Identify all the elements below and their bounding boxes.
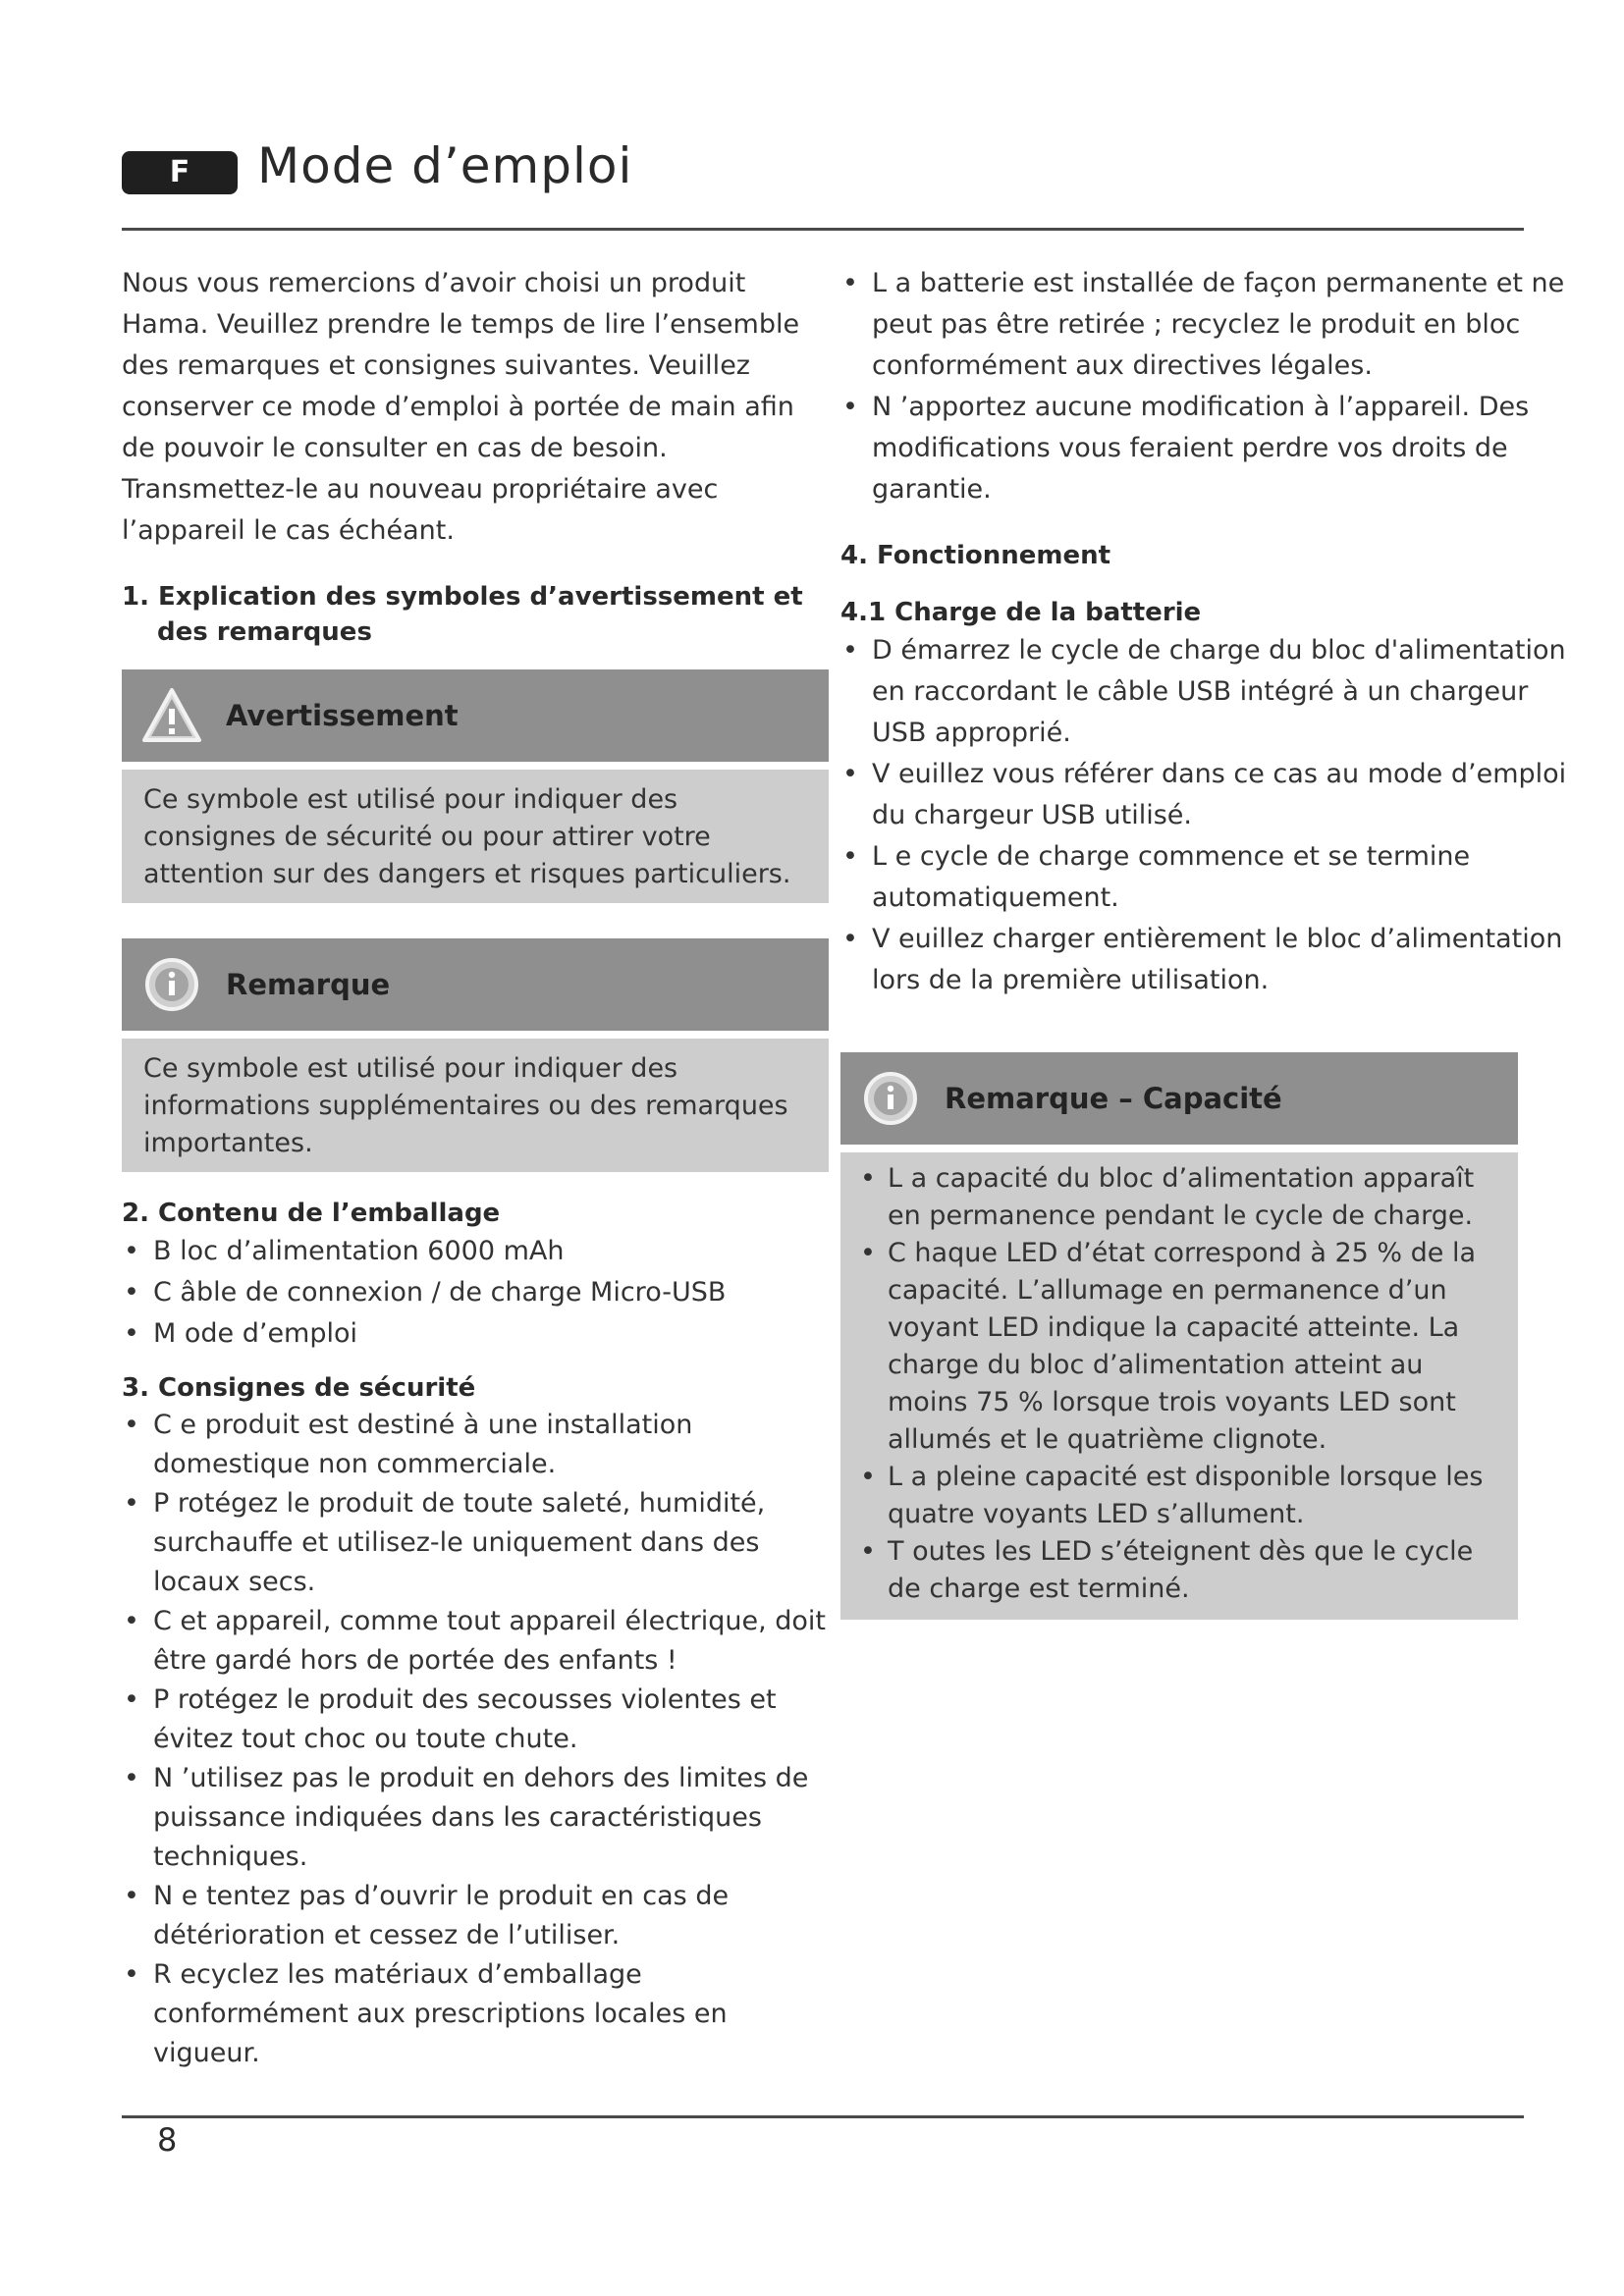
list-item: • C e produit est destiné à une installation domestique non commerciale. xyxy=(122,1406,829,1484)
list-item: • L a batterie est installée de façon permanente et ne peut pas être retirée ; recyclez le produit en bloc conformément aux directives légales. xyxy=(840,263,1567,387)
list-item: • R ecyclez les matériaux d’emballage conformément aux prescriptions locales en vigueur. xyxy=(122,1955,829,2073)
language-badge: F xyxy=(122,151,238,194)
safety-list-continued xyxy=(840,263,1567,510)
info-icon xyxy=(141,956,202,1013)
list-item: • L e cycle de charge commence et se termine automatiquement. xyxy=(840,836,1567,919)
list-item: • D émarrez le cycle de charge du bloc d'alimentation en raccordant le câble USB intégré à un chargeur USB approprié. xyxy=(840,630,1567,754)
list-item: • L a pleine capacité est disponible lorsque les quatre voyants LED s’allument. xyxy=(858,1459,1508,1533)
capacity-note-header xyxy=(840,1052,1518,1145)
list-item: • M ode d’emploi xyxy=(122,1313,829,1355)
info-icon xyxy=(860,1070,921,1127)
page-header xyxy=(122,133,1520,232)
section-3-heading: 3. Consignes de sécurité xyxy=(122,1373,476,1403)
list-item: • C âble de connexion / de charge Micro-USB xyxy=(122,1272,829,1313)
page-number: 8 xyxy=(157,2121,178,2159)
list-item: • B loc d’alimentation 6000 mAh xyxy=(122,1231,829,1272)
safety-list xyxy=(122,1406,829,2073)
right-column xyxy=(840,263,1567,1620)
section-4-heading: 4. Fonctionnement xyxy=(840,541,1111,570)
list-item: • L a capacité du bloc d’alimentation apparaît en permanence pendant le cycle de charge. xyxy=(858,1160,1508,1235)
list-item: • N ’utilisez pas le produit en dehors des limites de puissance indiquées dans les caractéristiques techniques. xyxy=(122,1759,829,1877)
note-box-text: Ce symbole est utilisé pour indiquer des informations supplémentaires ou des remarques importantes. xyxy=(122,1039,829,1172)
document-title: Mode d’emploi xyxy=(257,137,633,194)
list-item: • V euillez charger entièrement le bloc d’alimentation lors de la première utilisation. xyxy=(840,919,1567,1001)
capacity-note-title: Remarque – Capacité xyxy=(945,1082,1282,1115)
note-box xyxy=(122,938,829,1172)
list-item: • V euillez vous référer dans ce cas au mode d’emploi du chargeur USB utilisé. xyxy=(840,754,1567,836)
list-item: • T outes les LED s’éteignent dès que le cycle de charge est terminé. xyxy=(858,1533,1508,1608)
warning-box-header xyxy=(122,669,829,762)
note-box-title: Remarque xyxy=(226,968,391,1001)
intro-paragraph: Nous vous remercions d’avoir choisi un produit Hama. Veuillez prendre le temps de lire l’ensemble des remarques et consignes suivantes. Veuillez conserver ce mode d’emploi à portée de main afin de pouvoir le consulter en cas de besoin. Transmettez-le au nouveau propriétaire avec l’appareil le cas échéant. xyxy=(122,268,800,546)
capacity-list xyxy=(858,1160,1508,1608)
warning-triangle-icon xyxy=(141,687,202,744)
left-column xyxy=(122,263,829,2073)
capacity-note-body xyxy=(840,1152,1518,1620)
section-2-heading: 2. Contenu de l’emballage xyxy=(122,1199,501,1228)
list-item: • C et appareil, comme tout appareil électrique, doit être gardé hors de portée des enfants ! xyxy=(122,1602,829,1681)
section-4-1-heading: 4.1 Charge de la batterie xyxy=(840,598,1202,627)
list-item: • P rotégez le produit de toute saleté, humidité, surchauffe et utilisez-le uniquement dans des locaux secs. xyxy=(122,1484,829,1602)
package-contents-list xyxy=(122,1231,829,1355)
capacity-note-box xyxy=(840,1052,1518,1620)
warning-box xyxy=(122,669,829,903)
note-box-header xyxy=(122,938,829,1031)
header-rule xyxy=(122,228,1524,231)
list-item: • P rotégez le produit des secousses violentes et évitez tout choc ou toute chute. xyxy=(122,1681,829,1759)
list-item: • C haque LED d’état correspond à 25 % de la capacité. L’allumage en permanence d’un voyant LED indique la capacité atteinte. La charge du bloc d’alimentation atteint au moins 75 % lorsque trois voyants LED sont allumés et le quatrième clignote. xyxy=(858,1235,1508,1459)
section-1-heading: 1. Explication des symboles d’avertissement et des remarques xyxy=(122,582,803,647)
footer-rule xyxy=(122,2115,1524,2118)
warning-box-text: Ce symbole est utilisé pour indiquer des consignes de sécurité ou pour attirer votre attention sur des dangers et risques particuliers. xyxy=(122,770,829,903)
list-item: • N ’apportez aucune modification à l’appareil. Des modifications vous feraient perdre vos droits de garantie. xyxy=(840,387,1567,510)
warning-box-title: Avertissement xyxy=(226,699,459,732)
battery-charge-list xyxy=(840,630,1567,1001)
list-item: • N e tentez pas d’ouvrir le produit en cas de détérioration et cessez de l’utiliser. xyxy=(122,1877,829,1955)
